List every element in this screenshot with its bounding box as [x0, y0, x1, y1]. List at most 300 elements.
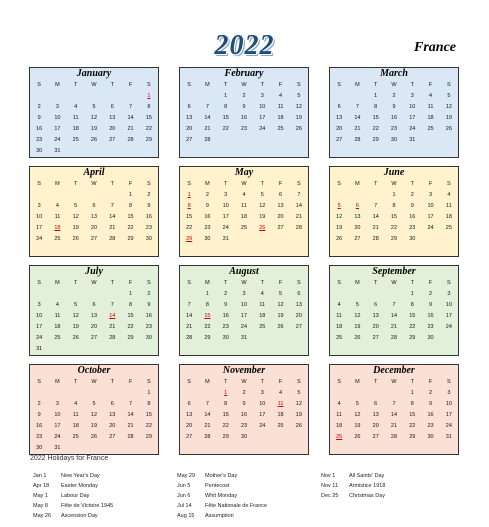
day-cell: 17 — [36, 324, 43, 330]
day-cell: 17 — [240, 313, 248, 319]
day-cell: 12 — [277, 302, 284, 308]
day-cell: 17 — [54, 126, 61, 132]
day-cell: 8 — [224, 104, 228, 110]
weekday-header: S — [37, 181, 41, 187]
day-cell: 18 — [336, 324, 343, 330]
month-title: July — [85, 266, 103, 277]
empty-cell — [271, 443, 289, 454]
holiday-name: Armistice 1918 — [349, 483, 386, 489]
day-cell: 21 — [109, 225, 116, 231]
day-cell: 27 — [354, 236, 361, 242]
day-cell: 12 — [72, 313, 79, 319]
weekday-header: T — [110, 280, 114, 286]
empty-cell — [385, 443, 403, 454]
day-cell: 9 — [224, 302, 228, 308]
day-cell: 25 — [445, 225, 452, 231]
day-cell: 30 — [427, 434, 434, 440]
weekday-header: T — [374, 82, 378, 88]
weekday-header: S — [297, 82, 301, 88]
day-cell: 4 — [447, 192, 451, 198]
day-cell: 8 — [147, 401, 151, 407]
day-cell: 6 — [187, 401, 191, 407]
day-cell: 12 — [90, 412, 98, 418]
day-cell: 3 — [37, 203, 41, 209]
day-cell: 4 — [429, 93, 433, 99]
empty-cell — [440, 234, 458, 245]
holiday-date: Jul 14 — [177, 503, 192, 509]
day-cell: 23 — [240, 423, 248, 429]
day-cell: 5 — [74, 203, 78, 209]
day-cell: 21 — [372, 225, 379, 231]
day-cell: 28 — [390, 434, 398, 440]
holiday-row — [177, 511, 317, 521]
day-cell: 2 — [205, 192, 209, 198]
weekday-header: M — [355, 82, 360, 88]
day-cell: 2 — [37, 401, 41, 407]
day-cell: 6 — [92, 203, 96, 209]
weekday-header: S — [447, 181, 451, 187]
day-cell: 4 — [74, 104, 78, 110]
empty-cell — [140, 344, 158, 355]
day-cell: 10 — [54, 412, 61, 418]
day-cell: 4 — [55, 302, 59, 308]
empty-cell — [421, 245, 439, 256]
day-cell: 24 — [409, 126, 416, 132]
empty-cell — [403, 443, 421, 454]
day-cell: 17 — [259, 115, 266, 121]
day-cell: 15 — [127, 214, 134, 220]
empty-cell — [253, 135, 271, 146]
holiday-row — [321, 471, 461, 481]
empty-cell — [85, 245, 103, 256]
day-cell: 25 — [277, 423, 284, 429]
weekday-header: W — [391, 82, 397, 88]
day-cell: 24 — [259, 126, 266, 132]
holiday-date: May 8 — [33, 503, 48, 509]
holiday-row — [33, 501, 173, 511]
day-cell: 11 — [54, 214, 61, 220]
day-cell: 12 — [259, 203, 266, 209]
day-cell: 28 — [109, 335, 116, 341]
day-cell: 13 — [90, 214, 98, 220]
day-cell: 23 — [390, 126, 398, 132]
day-cell: 9 — [37, 412, 41, 418]
day-cell: 10 — [259, 104, 266, 110]
weekday-header: T — [260, 181, 264, 187]
empty-cell — [253, 344, 271, 355]
day-cell: 29 — [222, 434, 229, 440]
day-cell: 4 — [242, 192, 246, 198]
day-cell: 13 — [90, 313, 98, 319]
weekday-header: M — [355, 379, 360, 385]
weekday-header: W — [91, 280, 97, 286]
day-cell: 14 — [109, 313, 116, 319]
day-cell: 2 — [392, 93, 396, 99]
empty-cell — [290, 245, 308, 256]
month-april — [29, 166, 159, 257]
empty-cell — [198, 344, 216, 355]
day-cell: 2 — [224, 291, 228, 297]
day-cell: 26 — [259, 225, 266, 231]
day-cell: 30 — [36, 445, 43, 451]
day-cell: 9 — [410, 203, 414, 209]
day-cell: 26 — [354, 335, 361, 341]
day-cell: 26 — [90, 137, 98, 143]
weekday-header: W — [391, 181, 397, 187]
day-cell: 7 — [110, 203, 114, 209]
day-cell: 31 — [36, 346, 43, 352]
weekday-header: T — [224, 82, 228, 88]
weekday-header: F — [128, 379, 133, 385]
day-cell: 16 — [204, 214, 211, 220]
day-cell: 15 — [390, 214, 398, 220]
day-cell: 16 — [427, 412, 434, 418]
day-cell: 6 — [110, 104, 114, 110]
day-cell: 14 — [186, 313, 193, 319]
day-cell: 1 — [410, 390, 414, 396]
empty-cell — [421, 146, 439, 157]
empty-cell — [330, 443, 348, 454]
day-cell: 29 — [145, 137, 152, 143]
day-cell: 19 — [295, 115, 302, 121]
day-cell: 1 — [224, 93, 228, 99]
weekday-header: S — [187, 280, 191, 286]
weekday-header: S — [297, 379, 301, 385]
day-cell: 5 — [337, 203, 341, 209]
empty-cell — [67, 443, 85, 454]
empty-cell — [290, 443, 308, 454]
day-cell: 22 — [127, 225, 134, 231]
empty-cell — [440, 333, 458, 344]
day-cell: 6 — [92, 302, 96, 308]
weekday-header: S — [297, 181, 301, 187]
day-cell: 14 — [204, 115, 211, 121]
day-cell: 18 — [277, 115, 284, 121]
empty-cell — [271, 234, 289, 245]
weekday-header: F — [428, 280, 433, 286]
day-cell: 16 — [409, 214, 416, 220]
empty-cell — [85, 190, 103, 201]
day-cell: 3 — [260, 390, 264, 396]
holiday-row — [177, 501, 317, 511]
empty-cell — [271, 146, 289, 157]
day-cell: 7 — [297, 192, 301, 198]
day-cell: 7 — [392, 302, 396, 308]
weekday-header: T — [374, 181, 378, 187]
weekday-header: T — [410, 82, 414, 88]
day-cell: 4 — [337, 302, 341, 308]
day-cell: 17 — [445, 412, 452, 418]
day-cell: 7 — [129, 401, 133, 407]
empty-cell — [290, 135, 308, 146]
day-cell: 31 — [54, 148, 61, 154]
day-cell: 17 — [445, 313, 452, 319]
empty-cell — [48, 91, 66, 102]
day-cell: 3 — [55, 104, 59, 110]
empty-cell — [48, 388, 66, 399]
holiday-date: Aug 15 — [177, 513, 195, 519]
empty-cell — [385, 289, 403, 300]
empty-cell — [290, 234, 308, 245]
day-cell: 30 — [222, 335, 229, 341]
holiday-name: Whit Monday — [205, 493, 238, 499]
holiday-name: Pentecost — [205, 483, 230, 489]
day-cell: 26 — [277, 324, 284, 330]
day-cell: 31 — [240, 335, 248, 341]
day-cell: 2 — [242, 93, 246, 99]
weekday-header: S — [297, 280, 301, 286]
weekday-header: W — [91, 181, 97, 187]
empty-cell — [235, 443, 253, 454]
day-cell: 17 — [222, 214, 229, 220]
day-cell: 23 — [240, 126, 248, 132]
holiday-name: Labour Day — [61, 493, 90, 499]
holiday-date: Nov 1 — [321, 473, 336, 479]
empty-cell — [121, 388, 139, 399]
empty-cell — [421, 135, 439, 146]
weekday-header: T — [74, 181, 78, 187]
empty-cell — [367, 443, 385, 454]
day-cell: 19 — [295, 412, 302, 418]
empty-cell — [85, 443, 103, 454]
empty-cell — [421, 443, 439, 454]
empty-cell — [180, 344, 198, 355]
day-cell: 9 — [37, 115, 41, 121]
day-cell: 11 — [336, 412, 342, 418]
day-cell: 13 — [372, 313, 379, 319]
day-cell: 21 — [127, 126, 134, 132]
weekday-header: W — [91, 82, 97, 88]
empty-cell — [180, 91, 198, 102]
day-cell: 20 — [354, 225, 361, 231]
holiday-name: Fête Nationale de France — [205, 503, 268, 509]
holiday-date: Dec 25 — [321, 493, 339, 499]
day-cell: 24 — [240, 324, 248, 330]
day-cell: 16 — [427, 313, 434, 319]
day-cell: 1 — [147, 93, 151, 99]
day-cell: 30 — [240, 434, 248, 440]
day-cell: 22 — [186, 225, 193, 231]
empty-cell — [440, 135, 458, 146]
empty-cell — [30, 245, 48, 256]
day-cell: 28 — [295, 225, 302, 231]
empty-cell — [367, 289, 385, 300]
weekday-header: S — [337, 181, 341, 187]
day-cell: 29 — [127, 335, 134, 341]
day-cell: 28 — [204, 137, 211, 143]
empty-cell — [30, 388, 48, 399]
weekday-header: M — [355, 280, 360, 286]
empty-cell — [30, 91, 48, 102]
holiday-date: May 1 — [33, 493, 48, 499]
day-cell: 30 — [390, 137, 398, 143]
day-cell: 26 — [90, 434, 98, 440]
day-cell: 14 — [390, 412, 398, 418]
weekday-header: W — [391, 280, 397, 286]
weekday-header: F — [428, 82, 433, 88]
day-cell: 15 — [222, 412, 229, 418]
day-cell: 28 — [127, 434, 134, 440]
day-cell: 17 — [259, 412, 266, 418]
day-cell: 18 — [427, 115, 434, 121]
day-cell: 20 — [295, 313, 302, 319]
day-cell: 12 — [336, 214, 343, 220]
holidays-title: 2022 Holidays for France — [30, 455, 109, 462]
month-title: March — [380, 68, 408, 79]
day-cell: 10 — [259, 401, 266, 407]
empty-cell — [180, 146, 198, 157]
day-cell: 1 — [187, 192, 191, 198]
day-cell: 14 — [109, 214, 116, 220]
empty-cell — [385, 146, 403, 157]
day-cell: 12 — [72, 214, 79, 220]
empty-cell — [330, 245, 348, 256]
month-august — [179, 265, 309, 356]
day-cell: 18 — [54, 324, 61, 330]
day-cell: 18 — [277, 412, 284, 418]
day-cell: 19 — [72, 225, 79, 231]
day-cell: 12 — [90, 115, 98, 121]
day-cell: 13 — [372, 412, 379, 418]
month-title: October — [77, 365, 111, 376]
holiday-row — [177, 481, 317, 491]
day-cell: 20 — [277, 214, 284, 220]
calendar-year: 2022 — [214, 30, 275, 61]
holiday-name: Easter Monday — [61, 483, 98, 489]
day-cell: 5 — [297, 390, 301, 396]
weekday-header: M — [205, 379, 210, 385]
day-cell: 4 — [260, 291, 264, 297]
month-title: January — [76, 68, 112, 79]
day-cell: 8 — [224, 401, 228, 407]
empty-cell — [253, 443, 271, 454]
weekday-header: S — [187, 181, 191, 187]
weekday-header: F — [128, 181, 133, 187]
day-cell: 14 — [354, 115, 361, 121]
day-cell: 12 — [445, 104, 452, 110]
day-cell: 9 — [429, 302, 433, 308]
day-cell: 8 — [392, 203, 396, 209]
day-cell: 27 — [90, 236, 98, 242]
holiday-row — [33, 481, 173, 491]
day-cell: 15 — [372, 115, 379, 121]
weekday-header: S — [147, 379, 151, 385]
weekday-header: T — [260, 280, 264, 286]
month-title: May — [234, 167, 254, 178]
empty-cell — [103, 344, 121, 355]
holiday-row — [321, 481, 461, 491]
empty-cell — [121, 245, 139, 256]
empty-cell — [103, 190, 121, 201]
day-cell: 8 — [374, 104, 378, 110]
empty-cell — [271, 344, 289, 355]
empty-cell — [48, 190, 66, 201]
holiday-row — [33, 471, 173, 481]
day-cell: 8 — [205, 302, 209, 308]
month-january — [29, 67, 159, 158]
day-cell: 9 — [392, 104, 396, 110]
day-cell: 17 — [54, 423, 61, 429]
empty-cell — [440, 443, 458, 454]
day-cell: 3 — [224, 192, 228, 198]
weekday-header: W — [241, 82, 247, 88]
weekday-header: T — [224, 280, 228, 286]
day-cell: 10 — [427, 203, 434, 209]
day-cell: 3 — [447, 390, 451, 396]
day-cell: 11 — [72, 412, 79, 418]
day-cell: 16 — [36, 423, 43, 429]
day-cell: 1 — [392, 192, 396, 198]
holiday-name: Assumption — [205, 513, 234, 519]
holiday-name: Mother's Day — [205, 473, 238, 479]
day-cell: 2 — [410, 192, 414, 198]
day-cell: 25 — [427, 126, 434, 132]
day-cell: 4 — [337, 401, 341, 407]
weekday-header: S — [187, 379, 191, 385]
day-cell: 11 — [445, 203, 452, 209]
country-label: France — [414, 40, 456, 55]
day-cell: 23 — [222, 324, 229, 330]
holiday-row — [33, 491, 173, 501]
day-cell: 7 — [110, 302, 114, 308]
day-cell: 22 — [127, 324, 134, 330]
day-cell: 29 — [127, 236, 134, 242]
day-cell: 5 — [74, 302, 78, 308]
day-cell: 19 — [354, 423, 361, 429]
day-cell: 11 — [54, 313, 61, 319]
empty-cell — [348, 245, 366, 256]
day-cell: 18 — [445, 214, 452, 220]
day-cell: 8 — [410, 302, 414, 308]
day-cell: 5 — [355, 401, 359, 407]
empty-cell — [140, 245, 158, 256]
day-cell: 16 — [36, 126, 43, 132]
day-cell: 23 — [204, 225, 211, 231]
holiday-date: Jun 5 — [177, 483, 191, 489]
empty-cell — [85, 344, 103, 355]
empty-cell — [290, 344, 308, 355]
empty-cell — [235, 135, 253, 146]
empty-cell — [403, 146, 421, 157]
day-cell: 21 — [354, 126, 361, 132]
day-cell: 19 — [259, 214, 266, 220]
day-cell: 27 — [109, 137, 116, 143]
weekday-header: S — [337, 280, 341, 286]
empty-cell — [367, 245, 385, 256]
day-cell: 10 — [409, 104, 416, 110]
holiday-date: Jun 6 — [177, 493, 191, 499]
day-cell: 7 — [355, 104, 359, 110]
holiday-name: All Saints' Day — [349, 473, 385, 479]
weekday-header: S — [447, 82, 451, 88]
day-cell: 24 — [36, 236, 43, 242]
day-cell: 5 — [92, 401, 96, 407]
day-cell: 11 — [277, 104, 284, 110]
empty-cell — [253, 333, 271, 344]
empty-cell — [121, 344, 139, 355]
empty-cell — [348, 289, 366, 300]
day-cell: 13 — [186, 115, 193, 121]
day-cell: 18 — [72, 423, 79, 429]
day-cell: 4 — [279, 390, 283, 396]
day-cell: 18 — [72, 126, 79, 132]
weekday-header: M — [55, 379, 60, 385]
day-cell: 12 — [295, 401, 302, 407]
day-cell: 3 — [55, 401, 59, 407]
day-cell: 12 — [354, 412, 361, 418]
day-cell: 14 — [295, 203, 302, 209]
day-cell: 6 — [374, 401, 378, 407]
